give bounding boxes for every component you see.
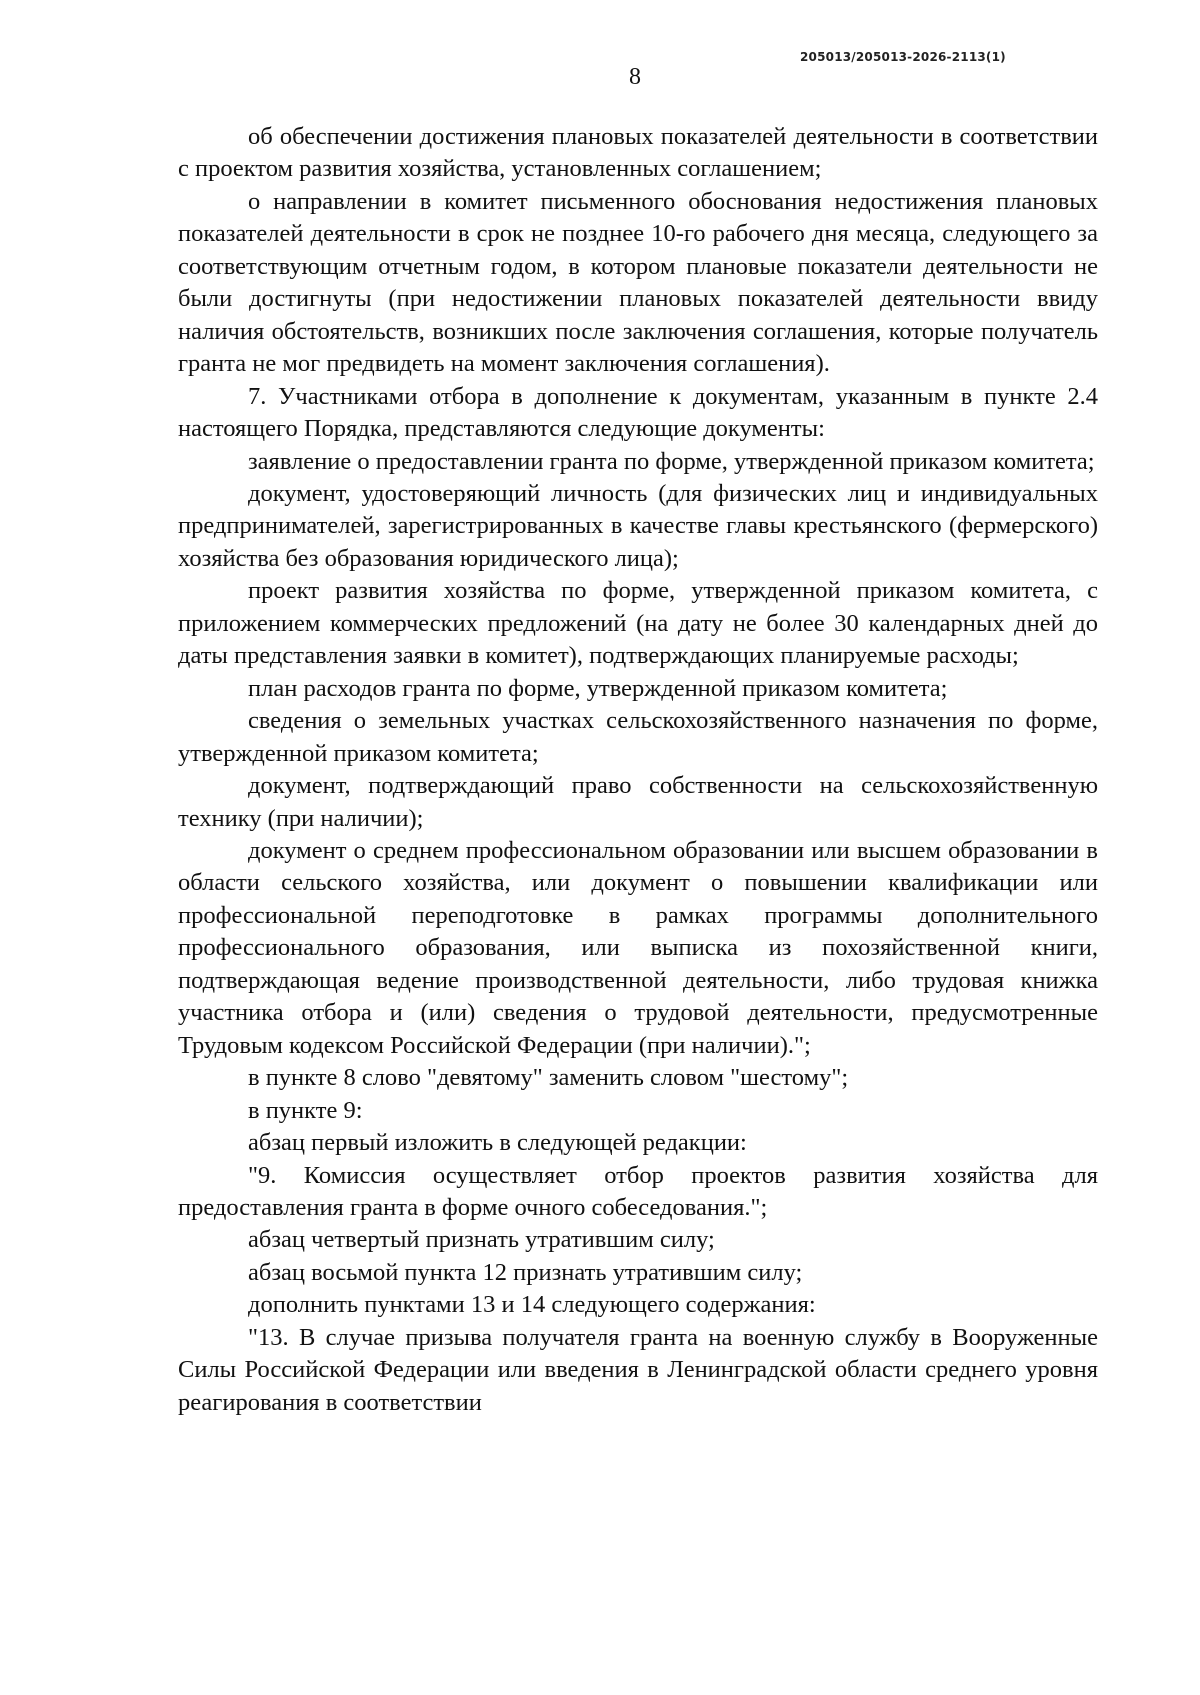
paragraph: документ, подтверждающий право собственности на сельскохозяйственную технику (при наличии); xyxy=(178,772,1098,832)
paragraph: документ о среднем профессиональном образовании или высшем образовании в области сельского хозяйства, или документ о повышении квалификации или профессиональной переподготовке в рамках программы дополнительного профессионального образования, или выписка из похозяйственной книги, подтверждающая ведение производственной деятельности, либо трудовая книжка участника отбора и (или) сведения о трудовой деятельности, предусмотренные Трудовым кодексом Российской Федерации (при наличии)."; xyxy=(178,836,1098,1059)
page-number: 8 xyxy=(629,64,641,90)
paragraph: в пункте 8 слово "девятому" заменить словом "шестому"; xyxy=(248,1064,849,1092)
paragraph: заявление о предоставлении гранта по форме, утвержденной приказом комитета; xyxy=(248,447,1095,475)
paragraph: абзац первый изложить в следующей редакции: xyxy=(248,1129,747,1157)
paragraph: "13. В случае призыва получателя гранта на военную службу в Вооруженные Силы Российской Федерации или введения в Ленинградской области среднего уровня реагирования в соответствии xyxy=(178,1323,1098,1416)
paragraph: дополнить пунктами 13 и 14 следующего содержания: xyxy=(248,1291,816,1319)
document-id: 205013/205013-2026-2113(1) xyxy=(800,50,1006,64)
paragraph: документ, удостоверяющий личность (для физических лиц и индивидуальных предпринимателей, зарегистрированных в качестве главы крестьянского (фермерского) хозяйства без образования юридического лица); xyxy=(178,479,1098,572)
paragraph: в пункте 9: xyxy=(248,1096,363,1124)
paragraph: абзац четвертый признать утратившим силу; xyxy=(248,1226,715,1254)
paragraph: план расходов гранта по форме, утвержденной приказом комитета; xyxy=(248,674,948,702)
document-body xyxy=(178,121,1098,1419)
paragraph: проект развития хозяйства по форме, утвержденной приказом комитета, с приложением коммерческих предложений (на дату не более 30 календарных дней до даты представления заявки в комитет), подтверждающих планируемые расходы; xyxy=(178,577,1098,670)
paragraph: "9. Комиссия осуществляет отбор проектов развития хозяйства для предоставления гранта в форме очного собеседования."; xyxy=(178,1161,1098,1221)
paragraph: сведения о земельных участках сельскохозяйственного назначения по форме, утвержденной приказом комитета; xyxy=(178,707,1098,767)
paragraph: о направлении в комитет письменного обоснования недостижения плановых показателей деятельности в срок не позднее 10-го рабочего дня месяца, следующего за соответствующим отчетным годом, в котором плановые показатели деятельности не были достигнуты (при недостижении плановых показателей деятельности ввиду наличия обстоятельств, возникших после заключения соглашения, которые получатель гранта не мог предвидеть на момент заключения соглашения). xyxy=(178,187,1098,378)
paragraph: абзац восьмой пункта 12 признать утратившим силу; xyxy=(248,1258,803,1286)
paragraph: 7. Участниками отбора в дополнение к документам, указанным в пункте 2.4 настоящего Порядка, представляются следующие документы: xyxy=(178,382,1098,443)
paragraph: об обеспечении достижения плановых показателей деятельности в соответствии с проектом развития хозяйства, установленных соглашением; xyxy=(178,123,1098,183)
